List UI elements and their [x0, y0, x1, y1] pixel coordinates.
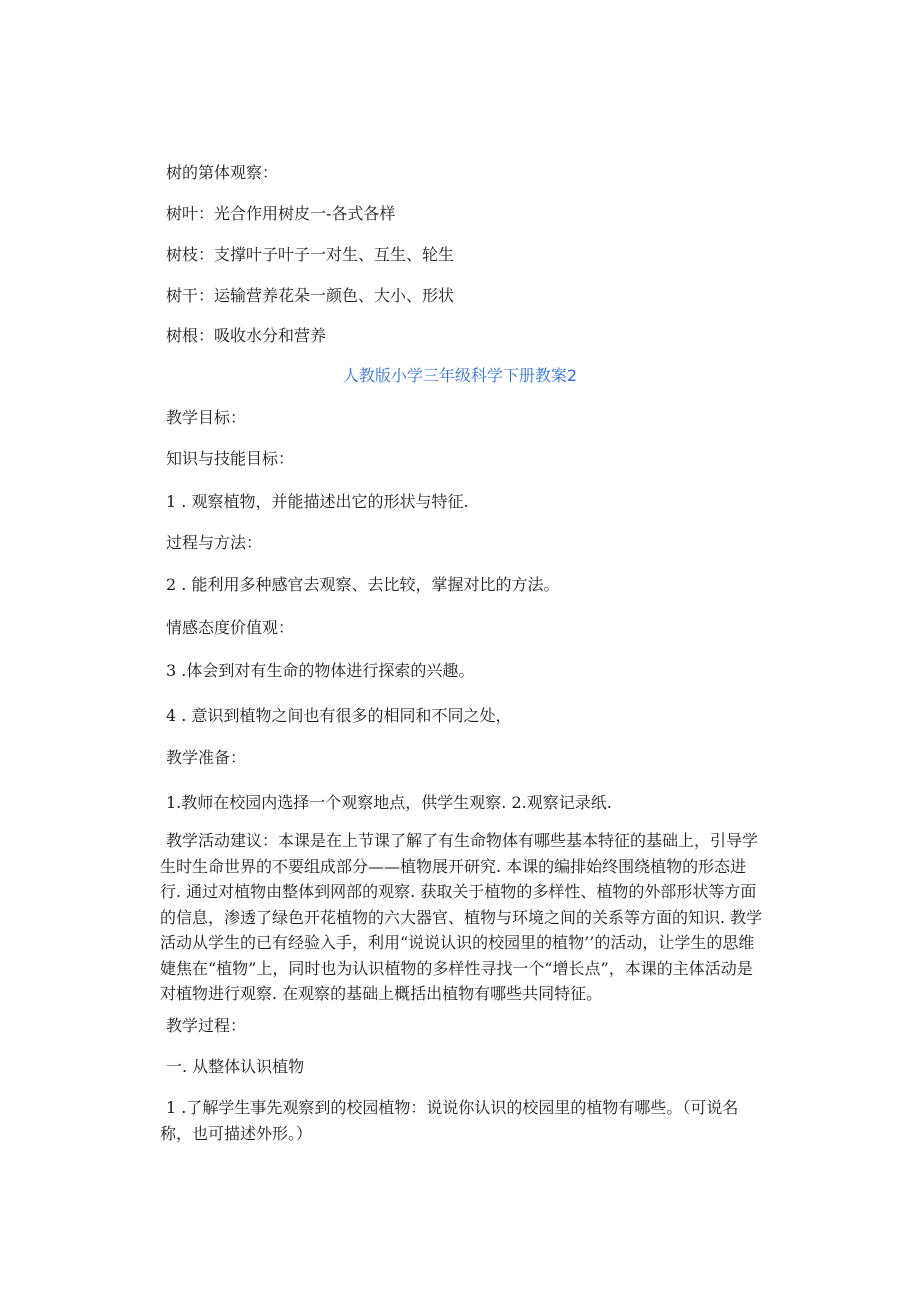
tree-item-trunk: 树干：运输营养花朵一颜色、大小、形状 [166, 286, 455, 305]
teaching-process-heading: 教学过程： [166, 1016, 247, 1035]
tree-item-branch: 树枝：支撑叶子叶子一对生、互生、轮生 [166, 245, 455, 264]
preparation-text: 1.教师在校园内选择一个观察地点，供学生观察. 2.观察记录纸. [166, 793, 612, 812]
objective-item-3: 3 .体会到对有生命的物体进行探索的兴趣。 [166, 661, 475, 680]
process-item-1: 1 .了解学生事先观察到的校园植物：说说你认识的校园里的植物有哪些。（可说名称，也可描述外形。） [160, 1098, 739, 1143]
objectives-heading: 教学目标： [166, 408, 247, 427]
emotion-heading: 情感态度价值观： [166, 618, 295, 637]
knowledge-heading: 知识与技能目标： [166, 449, 295, 468]
objective-item-2: 2 . 能利用多种感官去观察、去比较，掌握对比的方法。 [166, 575, 560, 594]
preparation-heading: 教学准备： [166, 748, 247, 767]
tree-item-root: 树根：吸收水分和营养 [166, 326, 327, 345]
activity-suggestion-paragraph: 教学活动建议：本课是在上节课了解了有生命物体有哪些基本特征的基础上，引导学生时生命世界的不要组成部分——植物展开研究. 本课的编排始终围绕植物的形态进行. 通过对植物由整体到网部的观察. 获取关于植物的多样性、植物的外部形状等方面的信息，渗透了绿色开花植物的六大器官、植物与环境之间的关系等方面的知识. 教学活动从学生的已有经验入手，利用“说说认识的校园里的植物’’的活动，让学生的思维婕焦在“植物”上，同时也为认识植物的多样性寻找一个“增长点”，本课的主体活动是对植物进行观察. 在观察的基础上概括出植物有哪些共同特征。 [160, 831, 763, 1003]
tree-observation-title: 树的第体观察： [166, 163, 279, 182]
objective-item-4: 4 . 意识到植物之间也有很多的相同和不同之处， [166, 706, 512, 725]
process-section-1: 一. 从整体认识植物 [166, 1057, 305, 1076]
lesson-title: 人教版小学三年级科学下册教案2 [342, 366, 578, 385]
tree-item-leaf: 树叶：光合作用树皮一-各式各样 [166, 204, 396, 223]
objective-item-1: 1 . 观察植物，并能描述出它的形状与特征. [166, 492, 469, 511]
process-method-heading: 过程与方法： [166, 533, 263, 552]
